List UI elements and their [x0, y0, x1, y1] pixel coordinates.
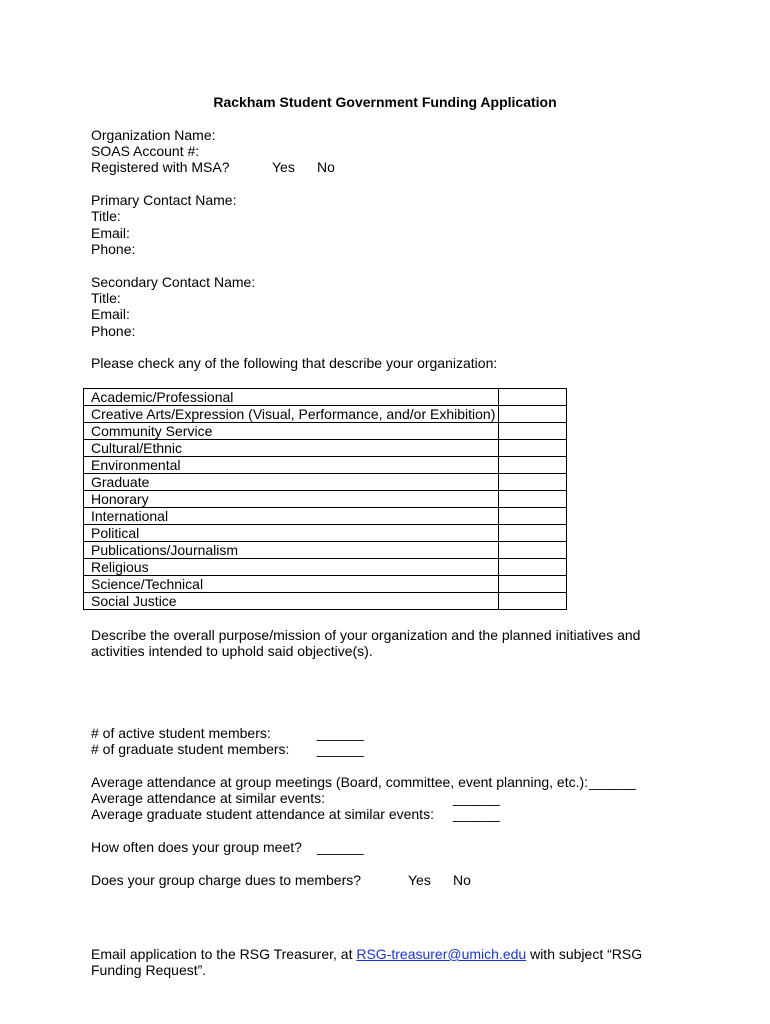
meeting-attendance-blank[interactable]: ______ [589, 774, 636, 790]
category-checkbox[interactable] [499, 559, 567, 576]
dues-question-label: Does your group charge dues to members? [91, 872, 362, 888]
check-prompt: Please check any of the following that describe your organization: [91, 355, 498, 371]
category-label: Community Service [84, 423, 499, 440]
category-checkbox[interactable] [499, 593, 567, 610]
primary-phone-label: Phone: [91, 241, 136, 257]
grad-similar-events-attendance-blank[interactable]: ______ [453, 806, 500, 822]
mission-prompt-line2: activities intended to uphold said objective(s). [91, 643, 373, 659]
primary-title-label: Title: [91, 208, 121, 224]
organization-name-label: Organization Name: [91, 127, 216, 143]
registered-msa-label: Registered with MSA? [91, 159, 230, 175]
graduate-members-label: # of graduate student members: [91, 741, 290, 757]
secondary-phone-label: Phone: [91, 323, 136, 339]
table-row [84, 508, 567, 525]
active-members-label: # of active student members: [91, 725, 271, 741]
dues-yes-option[interactable]: Yes [408, 872, 431, 888]
table-row [84, 576, 567, 593]
category-label: Academic/Professional [84, 389, 499, 406]
category-label: Social Justice [84, 593, 499, 610]
category-label: Honorary [84, 491, 499, 508]
table-row [84, 491, 567, 508]
category-checkbox[interactable] [499, 389, 567, 406]
category-checkbox[interactable] [499, 542, 567, 559]
category-label: Publications/Journalism [84, 542, 499, 559]
primary-email-label: Email: [91, 225, 130, 241]
category-label: Political [84, 525, 499, 542]
category-label: Environmental [84, 457, 499, 474]
category-table [83, 388, 567, 610]
category-label: Cultural/Ethnic [84, 440, 499, 457]
category-label: International [84, 508, 499, 525]
grad-similar-events-attendance-label: Average graduate student attendance at similar events: [91, 806, 434, 822]
primary-contact-name-label: Primary Contact Name: [91, 192, 237, 208]
active-members-blank[interactable]: ______ [317, 725, 364, 741]
secondary-contact-name-label: Secondary Contact Name: [91, 274, 256, 290]
footer-instructions-line2: Funding Request”. [91, 962, 207, 978]
category-checkbox[interactable] [499, 508, 567, 525]
secondary-email-label: Email: [91, 306, 130, 322]
footer-suffix: with subject “RSG [526, 946, 643, 962]
treasurer-email-link[interactable]: RSG-treasurer@umich.edu [356, 946, 527, 962]
category-checkbox[interactable] [499, 457, 567, 474]
msa-no-option[interactable]: No [317, 159, 335, 175]
table-row [84, 440, 567, 457]
meet-frequency-blank[interactable]: ______ [317, 839, 364, 855]
msa-yes-option[interactable]: Yes [272, 159, 295, 175]
category-checkbox[interactable] [499, 406, 567, 423]
table-row [84, 559, 567, 576]
category-checkbox[interactable] [499, 491, 567, 508]
similar-events-attendance-label: Average attendance at similar events: [91, 790, 325, 806]
table-row [84, 423, 567, 440]
similar-events-attendance-blank[interactable]: ______ [453, 790, 500, 806]
table-row [84, 542, 567, 559]
meet-frequency-label: How often does your group meet? [91, 839, 302, 855]
category-checkbox[interactable] [499, 576, 567, 593]
category-checkbox[interactable] [499, 423, 567, 440]
graduate-members-blank[interactable]: ______ [317, 741, 364, 757]
category-label: Graduate [84, 474, 499, 491]
meeting-attendance-label: Average attendance at group meetings (Board, committee, event planning, etc.): [91, 774, 589, 790]
category-checkbox[interactable] [499, 440, 567, 457]
footer-prefix: Email application to the RSG Treasurer, at [91, 946, 357, 962]
category-label: Religious [84, 559, 499, 576]
category-checkbox[interactable] [499, 474, 567, 491]
table-row [84, 457, 567, 474]
mission-prompt-line1: Describe the overall purpose/mission of your organization and the planned initiatives and [91, 627, 641, 643]
category-label: Creative Arts/Expression (Visual, Performance, and/or Exhibition) [84, 406, 499, 423]
secondary-title-label: Title: [91, 290, 121, 306]
category-label: Science/Technical [84, 576, 499, 593]
table-row [84, 474, 567, 491]
table-row [84, 389, 567, 406]
table-row [84, 525, 567, 542]
footer-instructions [91, 946, 642, 962]
dues-no-option[interactable]: No [453, 872, 471, 888]
table-row [84, 593, 567, 610]
page-title: Rackham Student Government Funding Application [213, 94, 557, 110]
table-row [84, 406, 567, 423]
soas-account-label: SOAS Account #: [91, 143, 200, 159]
category-checkbox[interactable] [499, 525, 567, 542]
